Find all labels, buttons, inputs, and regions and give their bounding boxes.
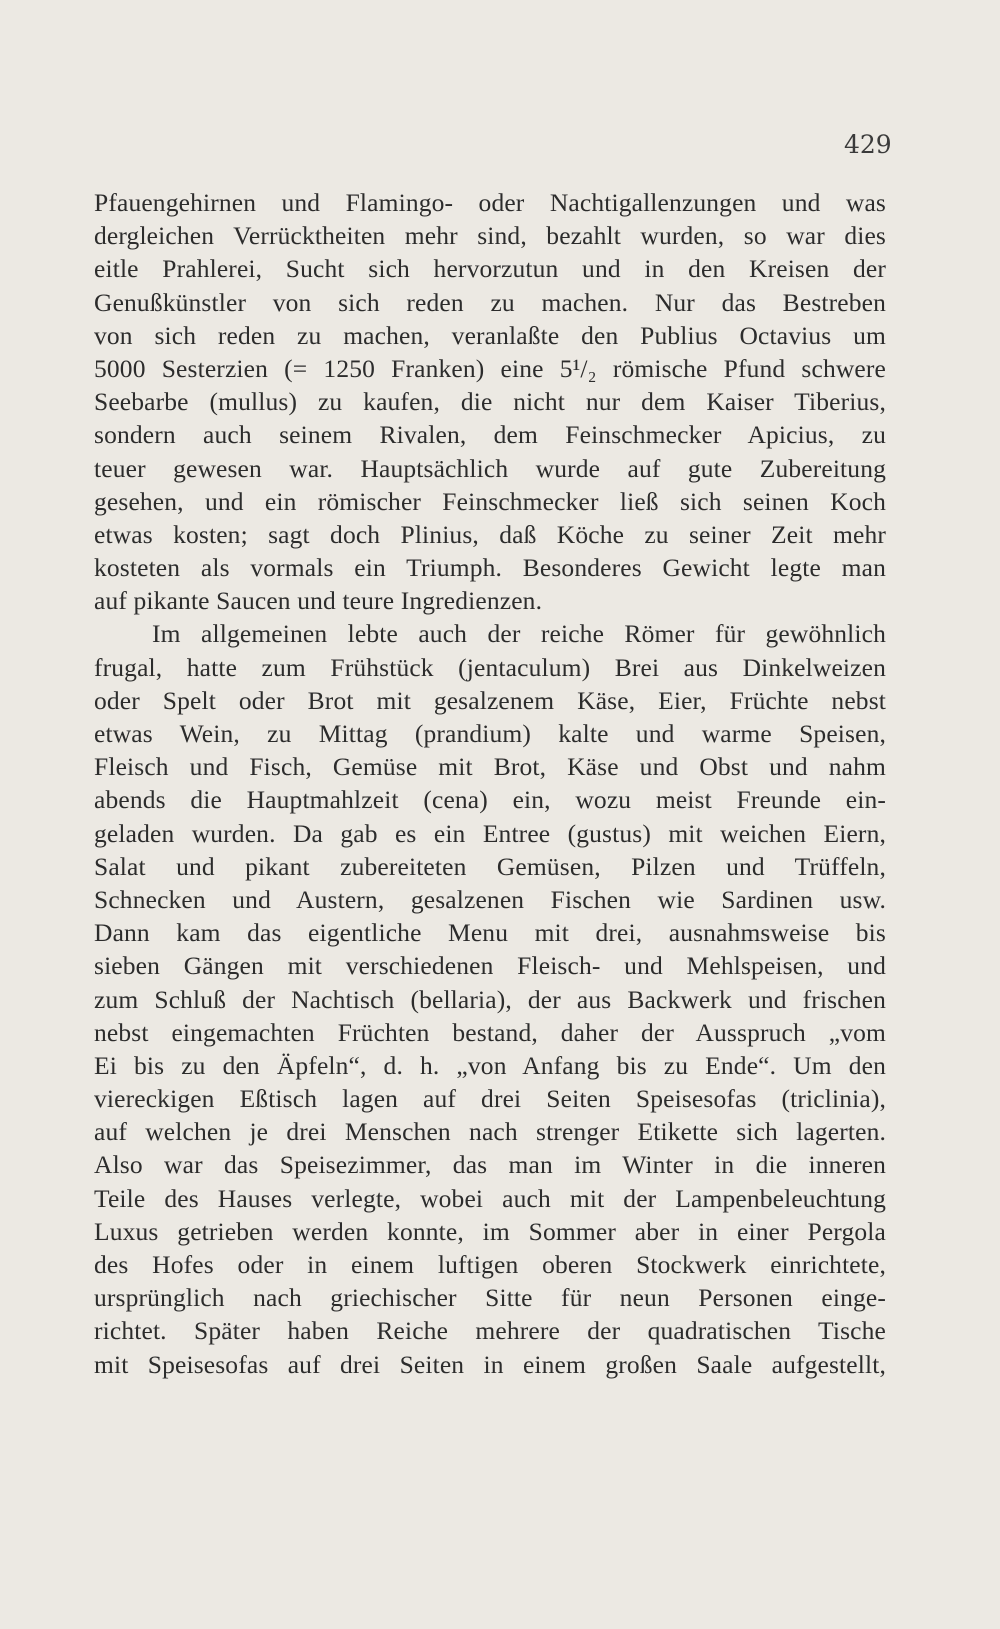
text-line: auf welchen je drei Menschen nach strenger Etikette sich lagerten. — [94, 1117, 886, 1147]
text-line: sondern auch seinem Rivalen, dem Feinschmecker Apicius, zu — [94, 420, 886, 450]
text-line: kosteten als vormals ein Triumph. Besonderes Gewicht legte man — [94, 553, 886, 583]
text-line: Ei bis zu den Äpfeln“, d. h. „von Anfang bis zu Ende“. Um den — [94, 1050, 886, 1080]
text-line: zum Schluß der Nachtisch (bellaria), der aus Backwerk und frischen — [94, 984, 886, 1014]
text-line: von sich reden zu machen, veranlaßte den Publius Octavius um — [94, 320, 886, 350]
text-line: Salat und pikant zubereiteten Gemüsen, Pilzen und Trüffeln, — [94, 851, 886, 881]
paragraph-start-line: Im allgemeinen lebte auch der reiche Römer für gewöhnlich — [152, 619, 886, 649]
text-line: Also war das Speisezimmer, das man im Winter in die inneren — [94, 1150, 886, 1180]
text-line: Luxus getrieben werden konnte, im Sommer aber in einer Pergola — [94, 1216, 886, 1246]
body-text — [94, 186, 886, 1381]
text-line: richtet. Später haben Reiche mehrere der quadratischen Tische — [94, 1316, 886, 1346]
paragraph-end-line: auf pikante Saucen und teure Ingredienzen. — [94, 586, 543, 616]
page-number: 429 — [844, 130, 892, 159]
text-line: etwas kosten; sagt doch Plinius, daß Köche zu seiner Zeit mehr — [94, 519, 886, 549]
text-line: gesehen, und ein römischer Feinschmecker ließ sich seinen Koch — [94, 486, 886, 516]
text-line: viereckigen Eßtisch lagen auf drei Seiten Speisesofas (triclinia), — [94, 1084, 886, 1114]
text-line: frugal, hatte zum Frühstück (jentaculum) Brei aus Dinkelweizen — [94, 652, 886, 682]
text-line: abends die Hauptmahlzeit (cena) ein, wozu meist Freunde ein- — [94, 785, 886, 815]
text-line: ursprünglich nach griechischer Sitte für neun Personen einge- — [94, 1283, 886, 1313]
text-line: geladen wurden. Da gab es ein Entree (gustus) mit weichen Eiern, — [94, 818, 886, 848]
text-line: Genußkünstler von sich reden zu machen. Nur das Bestreben — [94, 287, 886, 317]
text-line: Teile des Hauses verlegte, wobei auch mit der Lampenbeleuchtung — [94, 1183, 886, 1213]
text-line: Pfauengehirnen und Flamingo- oder Nachtigallenzungen und was — [94, 188, 886, 217]
text-line: 5000 Sesterzien (= 1250 Franken) eine 5¹/₂ römische Pfund schwere — [94, 353, 886, 383]
text-line: nebst eingemachten Früchten bestand, daher der Ausspruch „vom — [94, 1017, 886, 1047]
text-line: Schnecken und Austern, gesalzenen Fischen wie Sardinen usw. — [94, 884, 886, 914]
text-line: dergleichen Verrücktheiten mehr sind, bezahlt wurden, so war dies — [94, 221, 886, 251]
text-line: etwas Wein, zu Mittag (prandium) kalte und warme Speisen, — [94, 719, 886, 748]
text-line: sieben Gängen mit verschiedenen Fleisch- und Mehlspeisen, und — [94, 951, 886, 981]
text-line: eitle Prahlerei, Sucht sich hervorzutun und in den Kreisen der — [94, 254, 886, 284]
text-line: des Hofes oder in einem luftigen oberen Stockwerk einrichtete, — [94, 1250, 886, 1279]
text-line: Fleisch und Fisch, Gemüse mit Brot, Käse und Obst und nahm — [94, 752, 886, 782]
text-line: Seebarbe (mullus) zu kaufen, die nicht nur dem Kaiser Tiberius, — [94, 387, 886, 417]
text-line: mit Speisesofas auf drei Seiten in einem großen Saale aufgestellt, — [94, 1349, 886, 1379]
text-line: Dann kam das eigentliche Menu mit drei, ausnahmsweise bis — [94, 918, 886, 948]
text-line: teuer gewesen war. Hauptsächlich wurde auf gute Zubereitung — [94, 453, 886, 483]
text-line: oder Spelt oder Brot mit gesalzenem Käse, Eier, Früchte nebst — [94, 685, 886, 715]
